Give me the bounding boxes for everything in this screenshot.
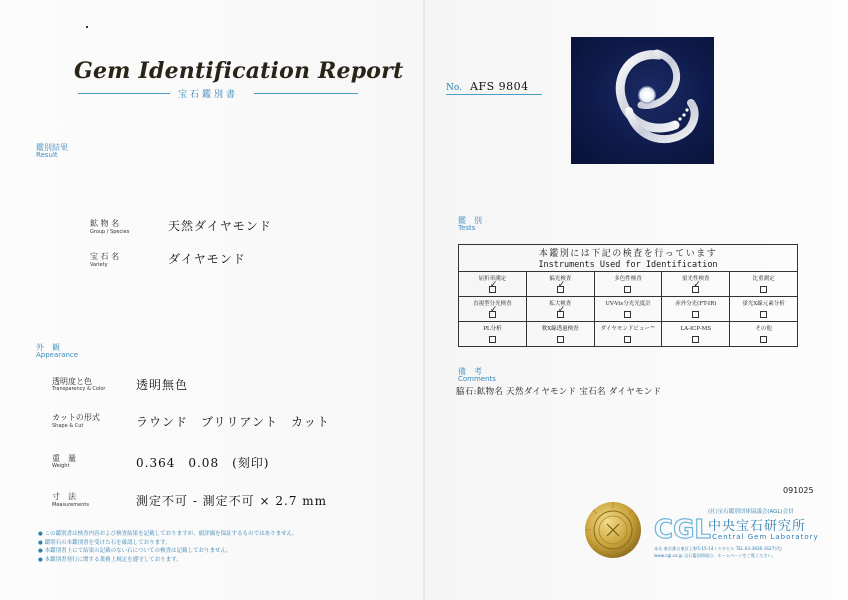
checkbox-icon: [760, 311, 767, 318]
test-cell: 赤外分光(FT-IR): [662, 297, 730, 322]
checkbox-icon: [692, 311, 699, 318]
test-cell: 屈折率測定 ✓: [459, 272, 527, 297]
tests-section-label-en: Tests: [458, 224, 476, 232]
tests-header-ja: 本鑑別には下記の検査を行っています: [459, 245, 798, 260]
report-number: [446, 80, 542, 95]
checkbox-checked-icon: [557, 286, 564, 293]
comments-section-label-en: Comments: [458, 375, 496, 383]
checkbox-icon: [692, 336, 699, 343]
cut-label: カットの形式: [52, 413, 100, 422]
checkbox-checked-icon: [489, 286, 496, 293]
cut-label-en: Shape & Cut: [52, 423, 84, 429]
checkbox-icon: [624, 286, 631, 293]
weight-label-en: Weight: [52, 463, 70, 469]
checkbox-checked-icon: [489, 311, 496, 318]
organization-affiliation: (社)宝石鑑別団体協議会(AGL)会員: [708, 509, 794, 515]
marker-dot: [86, 26, 88, 28]
report-number-value: AFS 9804: [470, 80, 529, 93]
appearance-section-label-en: Appearance: [36, 351, 79, 359]
test-cell: UV-Vis分光光度計: [594, 297, 662, 322]
tests-header-en: Instruments Used for Identification: [459, 259, 798, 272]
organization-address: 本社 東京都台東区上野5-15-14ミヤギビル TEL.03-3836-1627(代): [654, 546, 782, 551]
checkbox-icon: [624, 336, 631, 343]
test-cell: 軟X線透過検査: [526, 322, 594, 347]
appearance-section-label: 外 観: [36, 343, 60, 352]
species-value: 天然ダイヤモンド: [168, 219, 272, 233]
variety-label-en: Variety: [90, 262, 108, 268]
test-cell: 多色性検査: [594, 272, 662, 297]
report-subtitle: [78, 88, 358, 100]
test-cell: LA-ICP-MS: [662, 322, 730, 347]
test-cell: 蛍光性検査 ✓: [662, 272, 730, 297]
weight-value: 0.364 0.08 (刻印): [136, 456, 270, 470]
test-cell: 直視型分光検査 ✓: [459, 297, 527, 322]
test-cell: 比重測定: [730, 272, 798, 297]
variety-label: 宝 石 名: [90, 252, 120, 261]
color-value: 透明無色: [136, 378, 189, 392]
test-cell: 蛍光X線元素分析: [730, 297, 798, 322]
note-item: ● 鑑別石の本鑑別書を受けた石を確認しております。: [38, 539, 171, 546]
checkbox-icon: [557, 336, 564, 343]
color-label: 透明度と色: [52, 377, 92, 386]
organization-website: www.cgl.co.jp 宝石鑑別情報は、ホームページをご覧ください。: [654, 553, 776, 558]
report-number-label: No.: [446, 83, 462, 93]
checkbox-icon: [489, 336, 496, 343]
species-label-en: Group / Species: [90, 229, 130, 235]
test-cell: 拡大検査 ✓: [526, 297, 594, 322]
test-cell: 偏光検査 ✓: [526, 272, 594, 297]
comments-text: 脇石:鉱物名 天然ダイヤモンド 宝石名 ダイヤモンド: [456, 387, 662, 397]
note-item: ● 本鑑別書上にて結果の記載のない石についての検査は記載しておりません。: [38, 548, 232, 554]
measurements-label: 寸 法: [52, 492, 76, 501]
cut-value: ラウンド ブリリアント カット: [136, 415, 330, 429]
comments-section-label: 備 考: [458, 367, 482, 376]
checkbox-checked-icon: [692, 286, 699, 293]
center-fold: [423, 0, 425, 600]
species-label: 鉱 物 名: [90, 219, 120, 228]
measurements-value: 測定不可 - 測定不可 × 2.7 mm: [136, 494, 328, 508]
cgl-logo: [652, 508, 711, 546]
gold-seal-icon: [583, 500, 643, 560]
test-cell: ダイヤモンドビュー™: [594, 322, 662, 347]
test-cell: その他: [730, 322, 798, 347]
weight-label: 重 量: [52, 454, 76, 463]
variety-value: ダイヤモンド: [168, 252, 246, 266]
gem-photo: [571, 37, 714, 164]
note-item: ● 本鑑別書発行に関する業務上規定を遵守しております。: [38, 556, 182, 563]
cgl-logo-text: CGL: [654, 515, 711, 545]
organization-name-en: Central Gem Laboratory: [712, 533, 819, 541]
checkbox-checked-icon: [557, 311, 564, 318]
measurements-label-en: Measurements: [52, 502, 89, 508]
tests-table: [458, 244, 798, 347]
checkbox-icon: [760, 286, 767, 293]
color-label-en: Transparency & Color: [52, 386, 106, 392]
date-code: 091025: [783, 486, 814, 495]
result-section-label-en: Result: [36, 151, 58, 159]
organization-name: 中央宝石研究所: [708, 519, 807, 534]
test-cell: PL分析: [459, 322, 527, 347]
report-title: Gem Identification Report: [74, 58, 404, 84]
ring-icon: [571, 37, 714, 164]
notes-list: [38, 530, 408, 564]
result-section-label: 鑑別結果: [36, 143, 68, 152]
note-item: ● この鑑別書は検査内容および検査結果を記載しておりますが、値評価を保証するものではありません。: [38, 531, 298, 537]
checkbox-icon: [760, 336, 767, 343]
tests-section-label: 鑑 別: [458, 216, 482, 225]
checkbox-icon: [624, 311, 631, 318]
report-subtitle-text: 宝石鑑別書: [178, 90, 239, 100]
